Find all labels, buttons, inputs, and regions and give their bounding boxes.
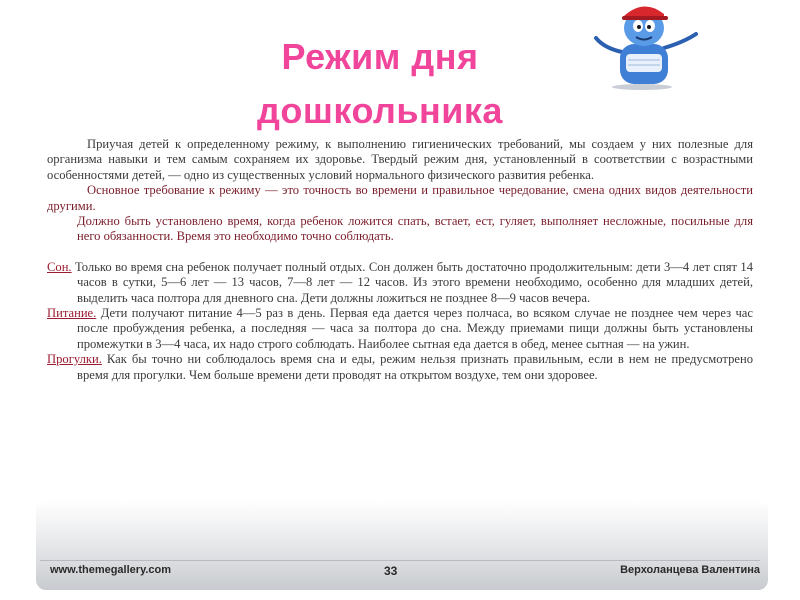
slide-title (200, 30, 560, 138)
slide-body (47, 137, 753, 383)
item-walks-text: Как бы точно ни соблюдалось время сна и еды, режим нельзя признать правильным, если в нем не предусмотрено время для прогулки. Чем больше времени дети проводят на открытом воздухе, тем они здоровее. (77, 352, 753, 382)
item-sleep-text: Только во время сна ребенок получает полный отдых. Сон должен быть достаточно продолжительным: дети 3—4 лет спят 14 часов в сутки, 5—6 лет — 13 часов, 7—8 лет — 12 часов. Из этого времени необходимо, особенно для младших детей, выделить часа полтора для дневного сна. Дети должны ложиться не позднее 8—9 часов вечера. (71, 259, 753, 305)
item-walks (47, 352, 753, 383)
intro-paragraph-1: Приучая детей к определенному режиму, к выполнению гигиенических требований, мы создаем у них полезные для организма навыки и тем самым сохраняем их здоровье. Твердый режим дня, установленный в соответствии с возрастными особенностями детей, — одно из существенных условий нормального физического развития ребенка. (47, 137, 753, 182)
item-sleep (47, 260, 753, 306)
intro-paragraph-3: Должно быть установлено время, когда ребенок ложится спать, встает, ест, гуляет, выполняет несложные, посильные для него обязанности. Время это необходимо точно соблюдать. (77, 214, 753, 244)
footer-background (36, 500, 768, 590)
intro-paragraph-2: Основное требование к режиму — это точность во времени и правильное чередование, смена одних видов деятельности другими. (47, 183, 753, 213)
term-sleep: Сон. (47, 259, 72, 274)
item-nutrition (47, 306, 753, 352)
item-nutrition-text: Дети получают питание 4—5 раз в день. Первая еда дается через полчаса, во всяком случае не позднее чем через час после пробуждения ребенка, а последняя — часа за полтора до сна. Между приемами пищи должны быть установлены промежутки в 3—4 часа, их надо строго соблюдать. Наиболее сытная еда дается в обед, менее сытная — на ужин. (77, 306, 753, 351)
title-line-2: дошкольника (257, 90, 503, 131)
paragraph-spacer (47, 245, 753, 260)
term-walks: Прогулки. (47, 352, 102, 367)
term-nutrition: Питание. (47, 306, 97, 321)
footer-divider (40, 560, 760, 561)
footer-website: www.themegallery.com (50, 564, 172, 576)
footer-author: Верхоланцева Валентина (620, 564, 760, 576)
page-number: 33 (384, 564, 398, 578)
snowman-mascot-icon (592, 0, 702, 90)
title-line-1: Режим дня (281, 36, 479, 77)
